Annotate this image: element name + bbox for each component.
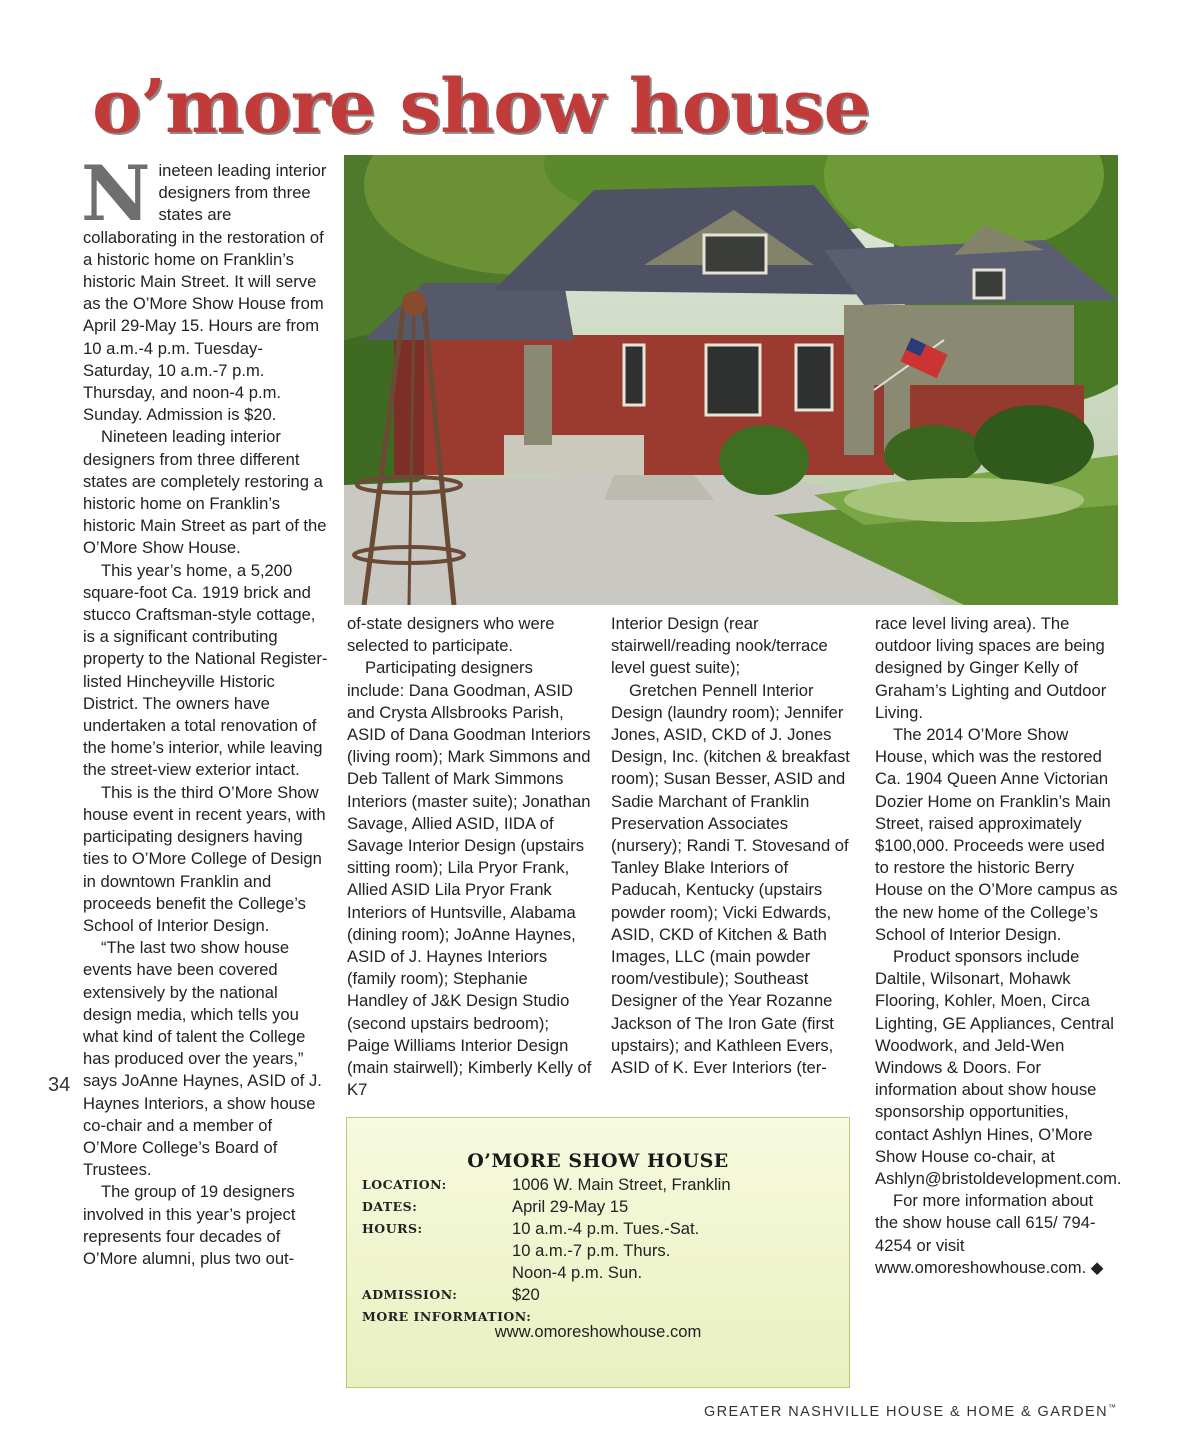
info-row-hours [362,1218,834,1240]
hours-label: HOURS: [362,1221,423,1236]
info-row-dates [362,1196,834,1218]
location-value: 1006 W. Main Street, Franklin [512,1175,731,1194]
location-label: LOCATION: [362,1177,447,1192]
info-row-hours-2 [362,1240,834,1262]
trademark-symbol: ™ [1108,1403,1116,1412]
hours-value: Noon-4 p.m. Sun. [512,1263,643,1282]
article-paragraph: This year’s home, a 5,200 square-foot Ca. 1919 brick and stucco Craftsman-style cottage, is a significant contributing property to the National Register-listed Hincheyville Historic District. The owners have undertaken a total renovation of the home’s interior, while leaving the street-view exterior intact. [83,560,328,780]
hours-value: 10 a.m.-4 p.m. Tues.-Sat. [512,1219,700,1238]
article-paragraph: The 2014 O’More Show House, which was the restored Ca. 1904 Queen Anne Victorian Dozier Home on Franklin’s Main Street, raised approximately $100,000. Proceeds were used to restore the historic Berry House on the O’More campus as the new home of the College’s School of Interior Design. [875,725,1118,944]
article-paragraph: The group of 19 designers involved in this year’s project represents four decades of O’More alumni, plus two out- [83,1182,296,1268]
article-paragraph: Interior Design (rear stairwell/reading nook/terrace level guest suite); [611,614,828,678]
house-illustration [344,155,1118,605]
footer-publication-name [704,1403,1116,1420]
drop-cap: N [81,149,151,238]
article-paragraph: race level living area). The outdoor living spaces are being designed by Ginger Kelly of Graham’s Lighting and Outdoor Living. [875,614,1107,722]
dates-value: April 29-May 15 [512,1197,629,1216]
article-paragraph: ineteen leading interior designers from three states are collaborating in the restoration of a historic home on Franklin’s historic Main Street. It will serve as the O’More Show House from April 29-May 15. Hours are from 10 a.m.-4 p.m. Tuesday-Saturday, 10 a.m.-7 p.m. Thursday, and noon-4 p.m. Sunday. Admission is $20. [83,161,327,425]
article-column-4 [875,613,1120,1279]
article-paragraph: of-state designers who were selected to participate. [347,614,555,656]
article-column-3 [611,613,856,1079]
hours-value: 10 a.m.-7 p.m. Thurs. [512,1241,671,1260]
page-title: o’more show house [92,64,870,150]
article-paragraph: Participating designers include: Dana Goodman, ASID and Crysta Allsbrooks Parish, ASID of Dana Goodman Interiors (living room); Mark Simmons and Deb Tallent of Mark Simmons Interiors (master suite); Jonathan Savage, Allied ASID, IIDA of Savage Interior Design (upstairs sitting room); Lila Pryor Frank, Allied ASID Lila Pryor Frank Interiors of Huntsville, Alabama (dining room); JoAnne Haynes, ASID of J. Haynes Interiors (family room); Stephanie Handley of J&K Design Studio (second upstairs bedroom); Paige Williams Interior Design (main stairwell); Kimberly Kelly of K7 [347,658,592,1100]
article-paragraph: Nineteen leading interior designers from three different states are completely restoring a historic home on Franklin’s historic Main Street as part of the O’More Show House. [83,427,327,558]
article-column-2 [347,613,592,1101]
info-box [346,1117,850,1388]
admission-label: ADMISSION: [362,1287,458,1302]
info-row-admission [362,1284,834,1306]
article-paragraph: This is the third O’More Show house event in recent years, with participating designers having ties to O’More College of Design in downtown Franklin and proceeds benefit the College’s School of Interior Design. [83,782,326,935]
info-box-title: O’MORE SHOW HOUSE [467,1150,729,1172]
article-paragraph: “The last two show house events have been covered extensively by the national design media, which tells you what kind of talent the College has produced over the years,” says JoAnne Haynes, ASID of J. Haynes Interiors, a show house co-chair and a member of O’More College’s Board of Trustees. [83,938,322,1180]
footer-text: GREATER NASHVILLE HOUSE & HOME & GARDEN [703,1403,1108,1420]
page-number: 34 [48,1074,71,1096]
info-row-location [362,1174,834,1196]
dates-label: DATES: [362,1199,418,1214]
article-paragraph: For more information about the show house call 615/ 794-4254 or visit www.omoreshowhouse.com. ◆ [875,1191,1104,1277]
website-link[interactable]: www.omoreshowhouse.com [494,1322,702,1341]
article-column-1 [81,149,328,1270]
admission-value: $20 [512,1285,540,1304]
more-info-label: MORE INFORMATION: [362,1309,532,1324]
house-photo [344,155,1118,605]
info-row-hours-3 [362,1262,834,1284]
article-paragraph: Product sponsors include Daltile, Wilsonart, Mohawk Flooring, Kohler, Moen, Circa Lighting, GE Appliances, Central Woodwork, and Jeld-Wen Windows & Doors. For information about show house sponsorship opportunities, contact Ashlyn Hines, O’More Show House co-chair, at Ashlyn@bristoldevelopment.com. [875,947,1122,1189]
article-paragraph: Gretchen Pennell Interior Design (laundry room); Jennifer Jones, ASID, CKD of J. Jones Design, Inc. (kitchen & breakfast room); Susan Besser, ASID and Sadie Marchant of Franklin Preservation Associates (nursery); Randi T. Stovesand of Tanley Blake Interiors of Paducah, Kentucky (upstairs powder room); Vicki Edwards, ASID, CKD of Kitchen & Bath Images, LLC (main powder room/vestibule); Southeast Designer of the Year Rozanne Jackson of The Iron Gate (first upstairs); and Kathleen Evers, ASID of K. Ever Interiors (ter- [611,680,850,1078]
